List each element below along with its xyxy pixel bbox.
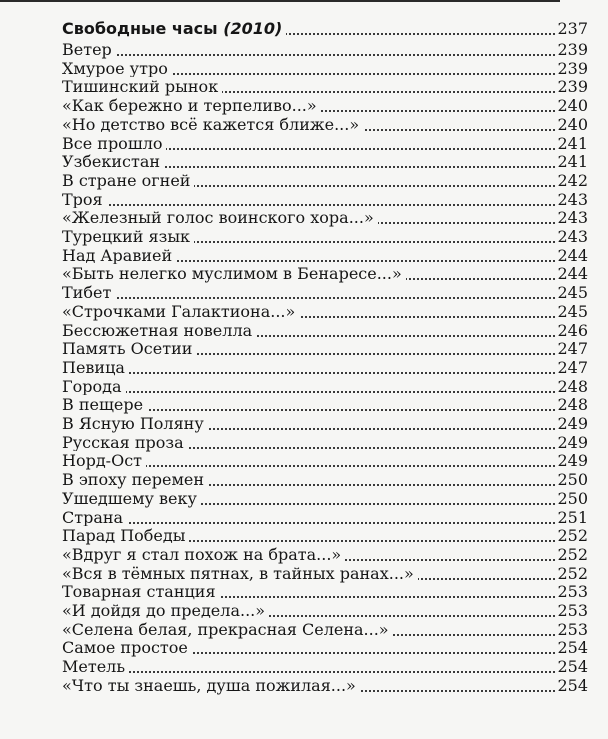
entry-page-number: 254	[557, 638, 588, 658]
entry-page-number: 245	[557, 301, 588, 321]
entry-title: В пещере	[62, 395, 147, 414]
entry-page-number: 240	[557, 96, 588, 116]
entry-title: Метель	[62, 657, 129, 676]
toc-entry	[62, 227, 592, 246]
entry-title: Над Аравией	[62, 246, 176, 265]
dot-leader	[62, 372, 562, 374]
toc-entry	[62, 77, 592, 96]
entry-page-number: 239	[557, 40, 588, 59]
toc-entry	[62, 96, 592, 115]
section-title: Свободные часы	[62, 19, 218, 38]
entry-title: «Селена белая, прекрасная Селена...»	[62, 620, 393, 639]
entry-page-number: 244	[557, 264, 588, 284]
entry-title: Товарная станция	[62, 582, 220, 601]
section-title-wrap	[62, 19, 286, 38]
entry-title: Ветер	[62, 40, 116, 59]
dot-leader	[62, 391, 562, 393]
entry-page-number: 239	[557, 77, 588, 97]
dot-leader	[62, 671, 562, 673]
toc-entry	[62, 657, 592, 676]
toc-entry	[62, 115, 592, 134]
entry-title: «Вся в тёмных пятнах, в тайных ранах...»	[62, 564, 418, 583]
toc-entry	[62, 564, 592, 583]
entry-title: Норд-Ост	[62, 451, 146, 470]
entry-page-number: 249	[557, 414, 588, 433]
section-page-number: 237	[557, 19, 588, 38]
entry-title: Все прошло	[62, 134, 166, 153]
toc-entry	[62, 601, 592, 620]
entry-page-number: 241	[557, 133, 588, 153]
toc-entry	[62, 321, 592, 340]
entry-page-number: 240	[557, 114, 588, 134]
entry-page-number: 243	[557, 189, 588, 209]
entry-title: Память Осетии	[62, 339, 196, 358]
toc-entry	[62, 470, 592, 489]
entry-title: «Как бережно и терпеливо...»	[62, 96, 321, 115]
entry-title: Бессюжетная новелла	[62, 321, 256, 340]
entry-title: Страна	[62, 508, 127, 527]
entry-page-number: 248	[557, 395, 588, 415]
toc-entry	[62, 526, 592, 545]
toc-entry	[62, 451, 592, 470]
entry-title: Тибет	[62, 283, 115, 302]
dot-leader	[62, 54, 562, 56]
entry-title: Русская проза	[62, 433, 188, 452]
entry-title: «Железный голос воинского хора...»	[62, 208, 378, 227]
dot-leader	[62, 297, 562, 299]
entry-title: В эпоху перемен	[62, 470, 208, 489]
entry-title: Турецкий язык	[62, 227, 194, 246]
entry-title: В Ясную Поляну	[62, 414, 208, 433]
entry-page-number: 241	[557, 152, 588, 172]
toc-entry	[62, 171, 592, 190]
dot-leader	[62, 204, 562, 206]
entry-page-number: 239	[557, 58, 588, 78]
toc-section-header	[62, 19, 592, 38]
entry-title: Парад Победы	[62, 526, 189, 545]
entry-page-number: 245	[557, 283, 588, 303]
toc-entry	[62, 620, 592, 639]
toc-entry	[62, 433, 592, 452]
entry-title: Певица	[62, 358, 129, 377]
toc-entry	[62, 283, 592, 302]
entry-title: «Строчками Галактиона...»	[62, 302, 299, 321]
entry-title: Города	[62, 377, 126, 396]
entry-page-number: 250	[557, 488, 588, 508]
toc-entry	[62, 152, 592, 171]
entry-page-number: 248	[557, 376, 588, 396]
entry-page-number: 252	[557, 563, 588, 583]
toc-entry	[62, 545, 592, 564]
dot-leader	[62, 522, 562, 524]
toc-entry	[62, 377, 592, 396]
toc-entry	[62, 638, 592, 657]
toc-entry	[62, 59, 592, 78]
toc-entry	[62, 208, 592, 227]
entry-title: Троя	[62, 190, 107, 209]
entry-title: Хмурое утро	[62, 59, 172, 78]
toc-entry	[62, 40, 592, 59]
entry-page-number: 250	[557, 470, 588, 490]
entry-page-number: 254	[557, 657, 588, 677]
entry-page-number: 247	[557, 357, 588, 377]
entry-page-number: 253	[557, 582, 588, 602]
entry-page-number: 243	[557, 208, 588, 228]
entry-title: «Что ты знаешь, душа пожилая...»	[62, 676, 360, 695]
entry-page-number: 253	[557, 601, 588, 620]
entry-page-number: 243	[557, 227, 588, 246]
entry-title: «Быть нелегко муслимом в Бенаресе...»	[62, 264, 406, 283]
entry-page-number: 247	[557, 339, 588, 359]
entry-page-number: 242	[557, 170, 588, 190]
toc-entry	[62, 508, 592, 527]
entry-title: Ушедшему веку	[62, 489, 201, 508]
entry-page-number: 249	[557, 432, 588, 452]
entry-title: В стране огней	[62, 171, 194, 190]
entry-title: «И дойдя до предела...»	[62, 601, 269, 620]
entry-page-number: 244	[557, 245, 588, 265]
toc-entry	[62, 339, 592, 358]
toc-entry	[62, 395, 592, 414]
section-year: (2010)	[223, 19, 283, 38]
entry-page-number: 252	[557, 526, 588, 546]
toc-entry	[62, 676, 592, 695]
entry-title: «Но детство всё кажется ближе...»	[62, 115, 363, 134]
toc-entry	[62, 414, 592, 433]
toc-entry	[62, 358, 592, 377]
entry-page-number: 254	[557, 675, 588, 695]
toc-entry	[62, 264, 592, 283]
entry-title: Узбекистан	[62, 152, 164, 171]
toc-entry	[62, 302, 592, 321]
entry-title: Тишинский рынок	[62, 77, 222, 96]
toc-entry	[62, 190, 592, 209]
entry-page-number: 251	[557, 507, 588, 527]
toc-entry	[62, 134, 592, 153]
entry-page-number: 246	[557, 320, 588, 340]
toc-entry	[62, 489, 592, 508]
toc-entry	[62, 246, 592, 265]
entry-page-number: 252	[557, 544, 588, 564]
entry-page-number: 249	[557, 451, 588, 471]
entry-page-number: 253	[557, 619, 588, 639]
entry-title: Самое простое	[62, 638, 192, 657]
toc-entry	[62, 582, 592, 601]
entry-title: «Вдруг я стал похож на брата...»	[62, 545, 345, 564]
